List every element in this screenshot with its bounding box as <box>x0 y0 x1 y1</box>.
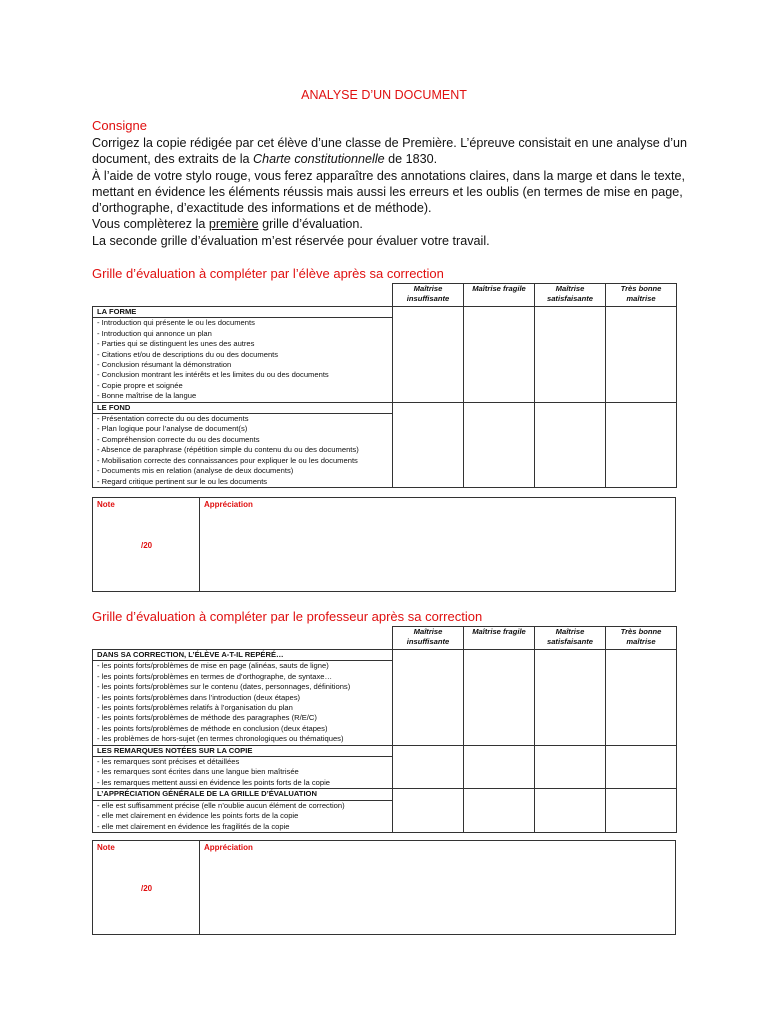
rating-cell[interactable] <box>535 307 606 403</box>
appreciation-label: Appréciation <box>204 500 253 509</box>
criterion: - les remarques sont précises et détaillées <box>97 757 240 767</box>
criterion: - elle met clairement en évidence les fragilités de la copie <box>97 821 290 831</box>
rating-cell[interactable] <box>464 307 535 403</box>
note-score: /20 <box>141 541 153 550</box>
consigne-line-2: À l’aide de votre stylo rouge, vous ferez apparaître des annotations claires, dans la marge et dans le texte, mettant en évidence les éléments réussis mais aussi les erreurs et les oublis (en termes de mise en page, d’orthographe, d’exactitude des informations et de méthode). <box>92 168 685 216</box>
criterion: - les problèmes de hors-sujet (en termes chronologiques ou thématiques) <box>97 734 344 744</box>
rating-cell[interactable] <box>606 650 677 746</box>
rating-cell[interactable] <box>606 307 677 403</box>
grid1-title: Grille d’évaluation à compléter par l’élève après sa correction <box>92 266 444 281</box>
criterion: - Mobilisation correcte des connaissances pour expliquer le ou les documents <box>97 455 358 465</box>
rating-cell[interactable] <box>464 650 535 746</box>
grid1-section-fond <box>93 402 677 487</box>
rating-cell[interactable] <box>464 789 535 833</box>
col-header: Maîtrise fragile <box>464 627 535 650</box>
note-score: /20 <box>141 884 153 893</box>
col-header: Très bonne maîtrise <box>606 284 677 307</box>
criterion: - Citations et/ou de descriptions du ou des documents <box>97 349 279 359</box>
consigne-text <box>92 135 692 249</box>
criterion: - Conclusion montrant les intérêts et les limites du ou des documents <box>97 370 329 380</box>
criterion: - Absence de paraphrase (répétition simple du contenu du ou des documents) <box>97 445 359 455</box>
criterion: - les remarques mettent aussi en évidence les points forts de la copie <box>97 777 330 787</box>
rating-cell[interactable] <box>393 307 464 403</box>
section-heading: LE FOND <box>93 403 392 414</box>
consigne-line-4: La seconde grille d’évaluation m’est réservée pour évaluer votre travail. <box>92 233 490 248</box>
col-header: Maîtrise insuffisante <box>393 627 464 650</box>
criterion: - Introduction qui annonce un plan <box>97 328 212 338</box>
rating-cell[interactable] <box>535 745 606 789</box>
criterion: - Compréhension correcte du ou des documents <box>97 434 260 444</box>
consigne-line-3: Vous complèterez la première grille d’évaluation. <box>92 217 363 232</box>
criterion: - Bonne maîtrise de la langue <box>97 391 197 401</box>
criterion: - les points forts/problèmes de méthode des paragraphes (R/E/C) <box>97 713 317 723</box>
grid1-note-box <box>92 497 676 592</box>
criterion: - les points forts/problèmes de méthode en conclusion (deux étapes) <box>97 723 328 733</box>
rating-cell[interactable] <box>535 789 606 833</box>
col-header: Maîtrise satisfaisante <box>535 627 606 650</box>
grid2-section-appreciation <box>93 789 677 833</box>
col-header: Maîtrise insuffisante <box>393 284 464 307</box>
grid1-section-forme <box>93 307 677 403</box>
note-label: Note <box>97 843 115 852</box>
note-label: Note <box>97 500 115 509</box>
criterion: - elle est suffisamment précise (elle n’oublie aucun élément de correction) <box>97 800 345 810</box>
rating-cell[interactable] <box>606 789 677 833</box>
grid1-table <box>92 283 677 488</box>
criterion: - Présentation correcte du ou des documents <box>97 414 249 424</box>
rating-cell[interactable] <box>393 650 464 746</box>
criterion: - Copie propre et soignée <box>97 380 183 390</box>
appreciation-field[interactable] <box>200 841 675 934</box>
note-field[interactable] <box>93 841 200 934</box>
col-header: Très bonne maîtrise <box>606 627 677 650</box>
col-header: Maîtrise fragile <box>464 284 535 307</box>
grid2-section-remarques <box>93 745 677 789</box>
criterion: - les points forts/problèmes en termes de d’orthographe, de syntaxe… <box>97 671 333 681</box>
grid2-title: Grille d’évaluation à compléter par le professeur après sa correction <box>92 609 483 624</box>
criterion: - les points forts/problèmes relatifs à l’organisation du plan <box>97 703 293 713</box>
section-heading: L’APPRÉCIATION GÉNÉRALE DE LA GRILLE D’ÉVALUATION <box>93 789 392 800</box>
section-heading: LES REMARQUES NOTÉES SUR LA COPIE <box>93 746 392 757</box>
section-heading: DANS SA CORRECTION, L’ÉLÈVE A-T-IL REPÉRÉ… <box>93 650 392 661</box>
criterion: - Documents mis en relation (analyse de deux documents) <box>97 466 294 476</box>
criterion: - Parties qui se distinguent les unes des autres <box>97 339 255 349</box>
criterion: - Conclusion résumant la démonstration <box>97 360 232 370</box>
rating-cell[interactable] <box>535 402 606 487</box>
criterion: - Plan logique pour l’analyse de document(s) <box>97 424 248 434</box>
rating-cell[interactable] <box>393 745 464 789</box>
criterion: - les points forts/problèmes de mise en page (alinéas, sauts de ligne) <box>97 661 329 671</box>
rating-cell[interactable] <box>535 650 606 746</box>
rating-cell[interactable] <box>464 402 535 487</box>
appreciation-label: Appréciation <box>204 843 253 852</box>
consigne-heading: Consigne <box>92 118 147 133</box>
rating-cell[interactable] <box>393 789 464 833</box>
criterion: - les points forts/problèmes sur le contenu (dates, personnages, définitions) <box>97 682 351 692</box>
appreciation-field[interactable] <box>200 498 675 591</box>
criterion: - les points forts/problèmes dans l’introduction (deux étapes) <box>97 692 301 702</box>
document-title: ANALYSE D’UN DOCUMENT <box>301 88 467 102</box>
criterion: - les remarques sont écrites dans une langue bien maîtrisée <box>97 767 299 777</box>
grid2-table <box>92 626 677 833</box>
rating-cell[interactable] <box>464 745 535 789</box>
criterion: - Regard critique pertinent sur le ou les documents <box>97 476 268 486</box>
grid2-note-box <box>92 840 676 935</box>
rating-cell[interactable] <box>606 402 677 487</box>
grid2-section-reperage <box>93 650 677 746</box>
criterion: - Introduction qui présente le ou les documents <box>97 318 255 328</box>
criterion: - elle met clairement en évidence les points forts de la copie <box>97 811 299 821</box>
rating-cell[interactable] <box>606 745 677 789</box>
section-heading: LA FORME <box>93 307 392 318</box>
consigne-line-1: Corrigez la copie rédigée par cet élève d’une classe de Première. L’épreuve consistait en une analyse d’un document, des extraits de la Charte constitutionnelle de 1830. <box>92 136 688 167</box>
rating-cell[interactable] <box>393 402 464 487</box>
col-header: Maîtrise satisfaisante <box>535 284 606 307</box>
note-field[interactable] <box>93 498 200 591</box>
